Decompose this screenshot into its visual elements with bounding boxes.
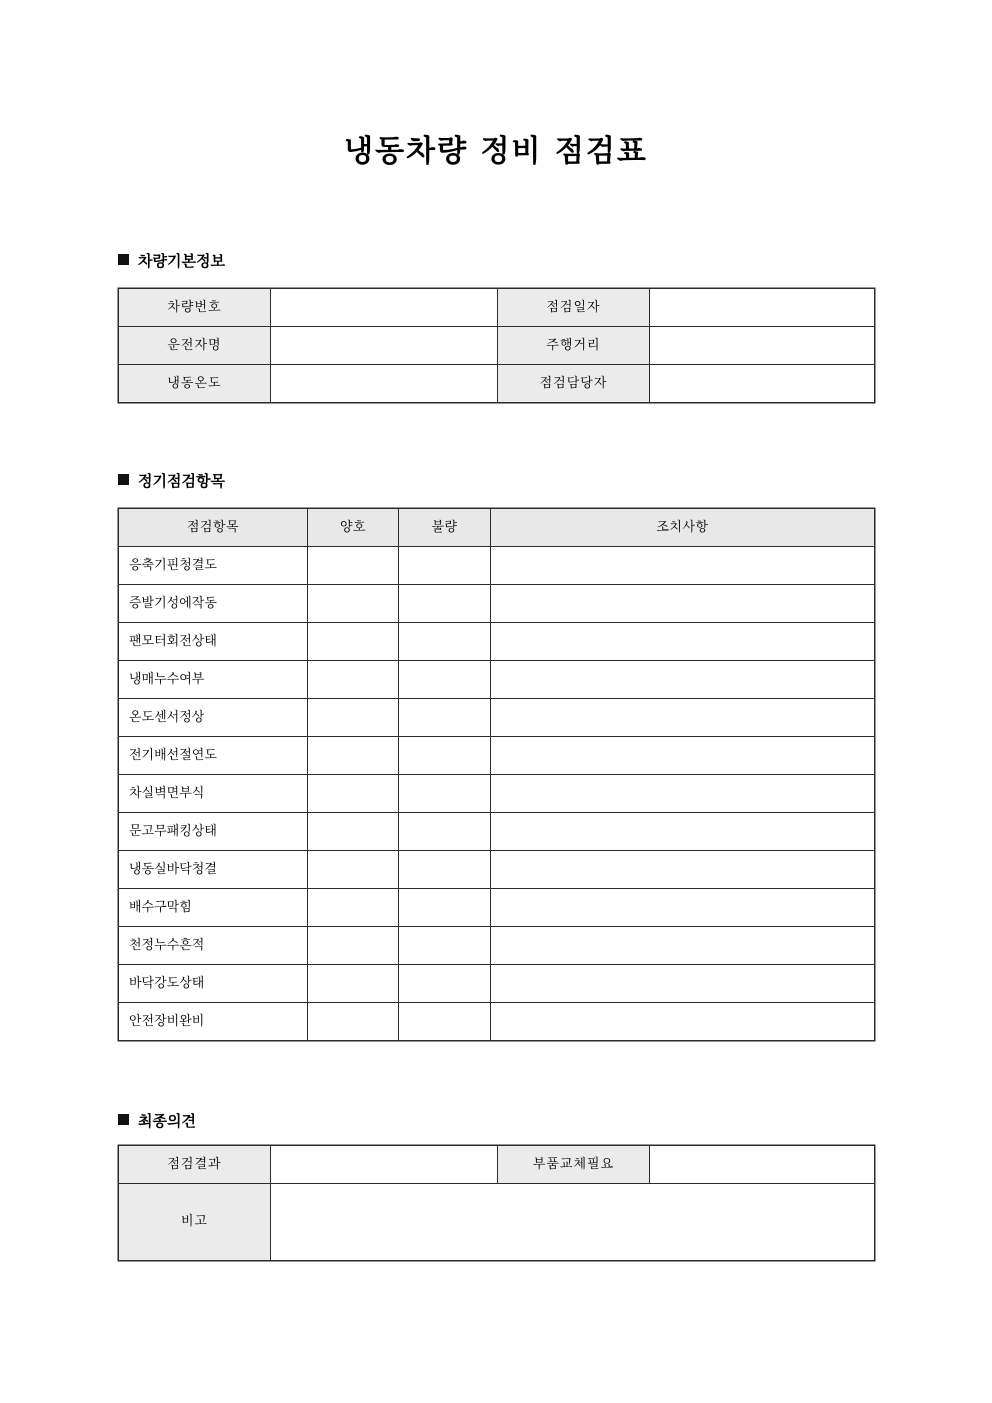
inspection-item-good-cell[interactable] — [308, 737, 399, 775]
table-row — [119, 737, 875, 775]
inspection-item-label: 안전장비완비 — [119, 1003, 308, 1041]
inspection-item-action-cell[interactable] — [491, 927, 875, 965]
field-value-driver-name[interactable] — [271, 327, 498, 365]
table-row — [119, 1003, 875, 1041]
inspection-item-label: 차실벽면부식 — [119, 775, 308, 813]
field-label-mileage: 주행거리 — [498, 327, 650, 365]
table-row — [119, 327, 875, 365]
inspection-item-label: 온도센서정상 — [119, 699, 308, 737]
column-header-bad: 불량 — [399, 509, 491, 547]
inspection-item-action-cell[interactable] — [491, 1003, 875, 1041]
inspection-item-good-cell[interactable] — [308, 813, 399, 851]
inspection-item-bad-cell[interactable] — [399, 547, 491, 585]
field-value-vehicle-number[interactable] — [271, 289, 498, 327]
inspection-item-good-cell[interactable] — [308, 585, 399, 623]
field-value-mileage[interactable] — [650, 327, 875, 365]
inspection-item-good-cell[interactable] — [308, 775, 399, 813]
inspection-item-bad-cell[interactable] — [399, 623, 491, 661]
field-value-inspector[interactable] — [650, 365, 875, 403]
inspection-item-good-cell[interactable] — [308, 851, 399, 889]
inspection-item-label: 천정누수흔적 — [119, 927, 308, 965]
field-label-inspection-date: 점검일자 — [498, 289, 650, 327]
inspection-item-bad-cell[interactable] — [399, 927, 491, 965]
table-row — [119, 661, 875, 699]
inspection-item-action-cell[interactable] — [491, 965, 875, 1003]
inspection-item-good-cell[interactable] — [308, 965, 399, 1003]
inspection-item-label: 문고무패킹상태 — [119, 813, 308, 851]
field-value-freezer-temperature[interactable] — [271, 365, 498, 403]
field-value-remarks[interactable] — [271, 1184, 875, 1261]
inspection-item-bad-cell[interactable] — [399, 889, 491, 927]
inspection-item-action-cell[interactable] — [491, 585, 875, 623]
inspection-item-action-cell[interactable] — [491, 699, 875, 737]
page-title: 냉동차량 정비 점검표 — [344, 134, 648, 169]
field-label-freezer-temperature: 냉동온도 — [119, 365, 271, 403]
inspection-item-action-cell[interactable] — [491, 547, 875, 585]
inspection-item-bad-cell[interactable] — [399, 775, 491, 813]
field-label-driver-name: 운전자명 — [119, 327, 271, 365]
square-bullet-icon — [118, 1114, 129, 1125]
inspection-item-label: 증발기성에작동 — [119, 585, 308, 623]
field-label-inspection-result: 점검결과 — [119, 1146, 271, 1184]
inspection-item-action-cell[interactable] — [491, 813, 875, 851]
table-row — [119, 699, 875, 737]
inspection-item-label: 배수구막힘 — [119, 889, 308, 927]
field-value-inspection-result[interactable] — [271, 1146, 498, 1184]
column-header-item: 점검항목 — [119, 509, 308, 547]
inspection-item-good-cell[interactable] — [308, 889, 399, 927]
field-label-remarks: 비고 — [119, 1184, 271, 1261]
inspection-item-label: 냉매누수여부 — [119, 661, 308, 699]
table-row — [119, 365, 875, 403]
inspection-item-good-cell[interactable] — [308, 547, 399, 585]
table-row — [119, 813, 875, 851]
table-row — [119, 965, 875, 1003]
table-row — [119, 927, 875, 965]
table-header-row — [119, 509, 875, 547]
inspection-item-action-cell[interactable] — [491, 737, 875, 775]
inspection-item-action-cell[interactable] — [491, 623, 875, 661]
section-heading-label: 차량기본정보 — [138, 252, 225, 270]
inspection-item-bad-cell[interactable] — [399, 813, 491, 851]
inspection-item-bad-cell[interactable] — [399, 737, 491, 775]
inspection-item-bad-cell[interactable] — [399, 851, 491, 889]
square-bullet-icon — [118, 254, 129, 265]
section-heading-final-opinion — [118, 1110, 196, 1132]
inspection-item-bad-cell[interactable] — [399, 585, 491, 623]
inspection-item-label: 전기배선절연도 — [119, 737, 308, 775]
inspection-item-good-cell[interactable] — [308, 661, 399, 699]
field-label-vehicle-number: 차량번호 — [119, 289, 271, 327]
table-row — [119, 623, 875, 661]
inspection-item-label: 냉동실바닥청결 — [119, 851, 308, 889]
field-label-parts-replacement: 부품교체필요 — [498, 1146, 650, 1184]
inspection-item-bad-cell[interactable] — [399, 661, 491, 699]
inspection-items-table — [118, 508, 875, 1041]
inspection-item-action-cell[interactable] — [491, 661, 875, 699]
square-bullet-icon — [118, 474, 129, 485]
final-opinion-table — [118, 1145, 875, 1261]
table-row — [119, 547, 875, 585]
inspection-item-bad-cell[interactable] — [399, 1003, 491, 1041]
table-row — [119, 585, 875, 623]
section-heading-label: 정기점검항목 — [138, 472, 225, 490]
table-row — [119, 1184, 875, 1261]
column-header-action: 조치사항 — [491, 509, 875, 547]
inspection-item-good-cell[interactable] — [308, 927, 399, 965]
inspection-item-action-cell[interactable] — [491, 851, 875, 889]
table-row — [119, 775, 875, 813]
inspection-item-good-cell[interactable] — [308, 623, 399, 661]
inspection-item-bad-cell[interactable] — [399, 699, 491, 737]
section-heading-inspection-items — [118, 470, 225, 492]
inspection-item-action-cell[interactable] — [491, 889, 875, 927]
vehicle-info-table — [118, 288, 875, 403]
inspection-item-good-cell[interactable] — [308, 1003, 399, 1041]
inspection-item-label: 바닥강도상태 — [119, 965, 308, 1003]
field-value-inspection-date[interactable] — [650, 289, 875, 327]
field-label-inspector: 점검담당자 — [498, 365, 650, 403]
table-row — [119, 1146, 875, 1184]
table-row — [119, 289, 875, 327]
inspection-item-good-cell[interactable] — [308, 699, 399, 737]
table-row — [119, 889, 875, 927]
section-heading-label: 최종의견 — [138, 1112, 196, 1130]
inspection-item-action-cell[interactable] — [491, 775, 875, 813]
inspection-item-bad-cell[interactable] — [399, 965, 491, 1003]
inspection-item-label: 팬모터회전상태 — [119, 623, 308, 661]
section-heading-vehicle-info — [118, 250, 225, 272]
table-row — [119, 851, 875, 889]
column-header-good: 양호 — [308, 509, 399, 547]
field-value-parts-replacement[interactable] — [650, 1146, 875, 1184]
inspection-item-label: 응축기핀청결도 — [119, 547, 308, 585]
